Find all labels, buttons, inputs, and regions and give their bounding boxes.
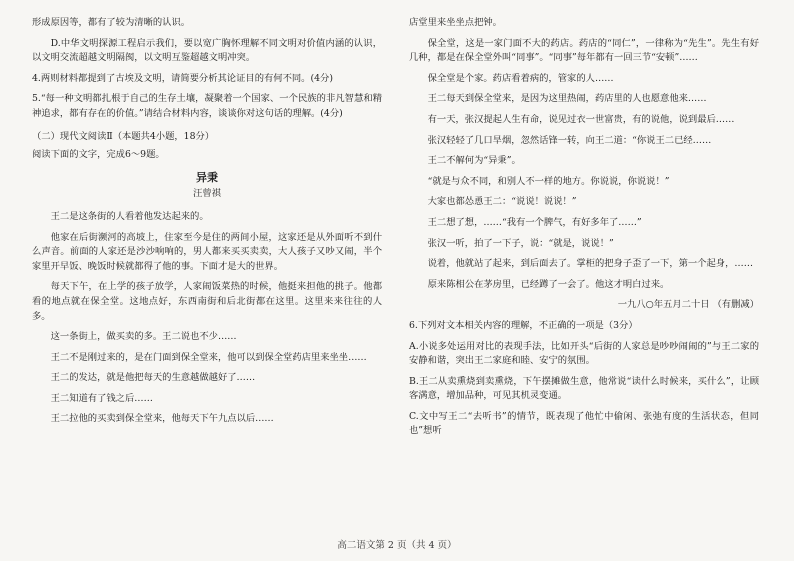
- left-line-3: 4.两则材料都提到了古埃及文明，请简要分析其论证目的有何不同。(4分): [32, 72, 333, 84]
- right-paragraph-2: 保全堂是个家。药店看着病的，管家的人……: [427, 72, 614, 84]
- option-b: B.王二从卖熏烧到卖熏烧，下午摆摊做生意，他常说“读什么时候来，买什么”，让顾客满意，增加品种，可见其机灵变通。: [409, 375, 759, 402]
- reading-instruction: 阅读下面的文字，完成6～9题。: [32, 149, 165, 161]
- right-paragraph-6: 王二不解何为“异秉”。: [427, 155, 521, 167]
- page-footer: 高二语文第 2 页（共 4 页）: [337, 540, 457, 551]
- right-paragraph-12: 原来陈相公在茅房里，已经蹲了一会了。他这才明白过来。: [427, 278, 670, 290]
- story-title: 异秉: [196, 170, 218, 184]
- date-text: 一九八○年五月二十日: [617, 299, 710, 311]
- note-text: （有删减）: [712, 299, 759, 311]
- right-paragraph-10: 张汉一听，拍了一下子，说：“就是，说说！”: [427, 237, 614, 249]
- right-paragraph-4: 有一天，张汉提起人生有命，说见过衣一世富贵，有的说他，说到最后……: [427, 113, 735, 125]
- story-paragraph-4: 这一条街上，做买卖的多。王二说也不少……: [50, 331, 237, 343]
- story-author: 汪曾祺: [193, 188, 221, 200]
- left-line-1: 形成原因等，都有了较为清晰的认识。: [32, 17, 191, 28]
- story-paragraph-5: 王二不是刚过来的，是在门面到保全堂来，他可以到保全堂药店里来坐坐……: [50, 351, 367, 363]
- right-column: [409, 16, 759, 445]
- left-line-4: 5.“每一种文明都扎根于自己的生存土壤，凝聚着一个国家、一个民族的非凡智慧和精神追求，都有存在的价值。”请结合材料内容，谈谈你对这句话的理解。(4分): [32, 93, 382, 119]
- right-paragraph-5: 张汉轻轻了几口旱烟，忽然话锋一转，向王二道：“你说王二已经……: [427, 134, 712, 146]
- date-line: [409, 298, 759, 313]
- left-column: [32, 16, 382, 433]
- question-6: 6.下列对文本相关内容的理解，不正确的一项是（3分）: [409, 319, 638, 331]
- story-paragraph-2: 他家在后街濒河的高坡上，住家至今是住的两间小屋，这家还是从外面听不到什么声音。前面的人家还是沙沙响响的，男人都来买买卖卖，大人孩子又吵又闹，半个家里开早饭、晚饭时候就都得了他的事。下面才是大的世界。: [32, 231, 382, 272]
- story-paragraph-6: 王二的发达，就是他把每天的生意越做越好了……: [50, 372, 256, 384]
- right-paragraph-8: 大家也都怂恿王二：“说说！说说！”: [427, 196, 577, 208]
- right-paragraph-9: 王二想了想，……“我有一个脾气，有好多年了……”: [427, 216, 642, 228]
- right-paragraph-7: “就是与众不同，和别人不一样的地方。你说说，你说说！”: [427, 175, 670, 187]
- right-paragraph-11: 说着，他就站了起来，到后面去了。掌柜的把身子歪了一下，第一个起身，……: [427, 258, 753, 270]
- option-c: C.文中写王二“去听书”的情节，既表现了他忙中偷闲、张弛有度的生活状态，但同也”想听: [409, 410, 759, 437]
- story-paragraph-7: 王二知道有了钱之后……: [50, 392, 153, 404]
- left-line-2: D.中华文明探源工程启示我们，要以宽广胸怀理解不同文明对价值内涵的认识，以文明交流超越文明隔阂，以文明互鉴超越文明冲突。: [32, 37, 382, 64]
- right-opening: 店堂里来坐坐点把钟。: [409, 17, 502, 28]
- right-paragraph-1: 保全堂，这是一家门面不大的药店。药店的“同仁”，一律称为“先生”。先生有好几种，都是在保全堂外叫“同事”。“同事”每年都有一回三节“安顿”……: [409, 37, 759, 64]
- option-a: A.小说多处运用对比的表现手法，比如开头“后街的人家总是吵吵闹闹的”与王二家的安静和谐，突出王二家庭和睦、安宁的氛围。: [409, 340, 759, 367]
- section-heading: （二）现代文阅读Ⅱ（本题共4小题，18分）: [32, 130, 215, 142]
- story-paragraph-1: 王二是这条街的人看着他发达起来的。: [50, 210, 209, 222]
- story-paragraph-tail: 王二拉他的买卖到保全堂来，他每天下午九点以后……: [50, 413, 274, 425]
- right-paragraph-3: 王二每天到保全堂来，是因为这里热闹，药店里的人也愿意他来……: [427, 93, 707, 105]
- story-paragraph-3: 每天下午，在上学的孩子放学，人家闹饭菜热的时候，他挺来担他的挑子。他都看的地点就在保全堂。这地点好，东西南街和后北街都在这里。这里来来往往的人多。: [32, 281, 382, 322]
